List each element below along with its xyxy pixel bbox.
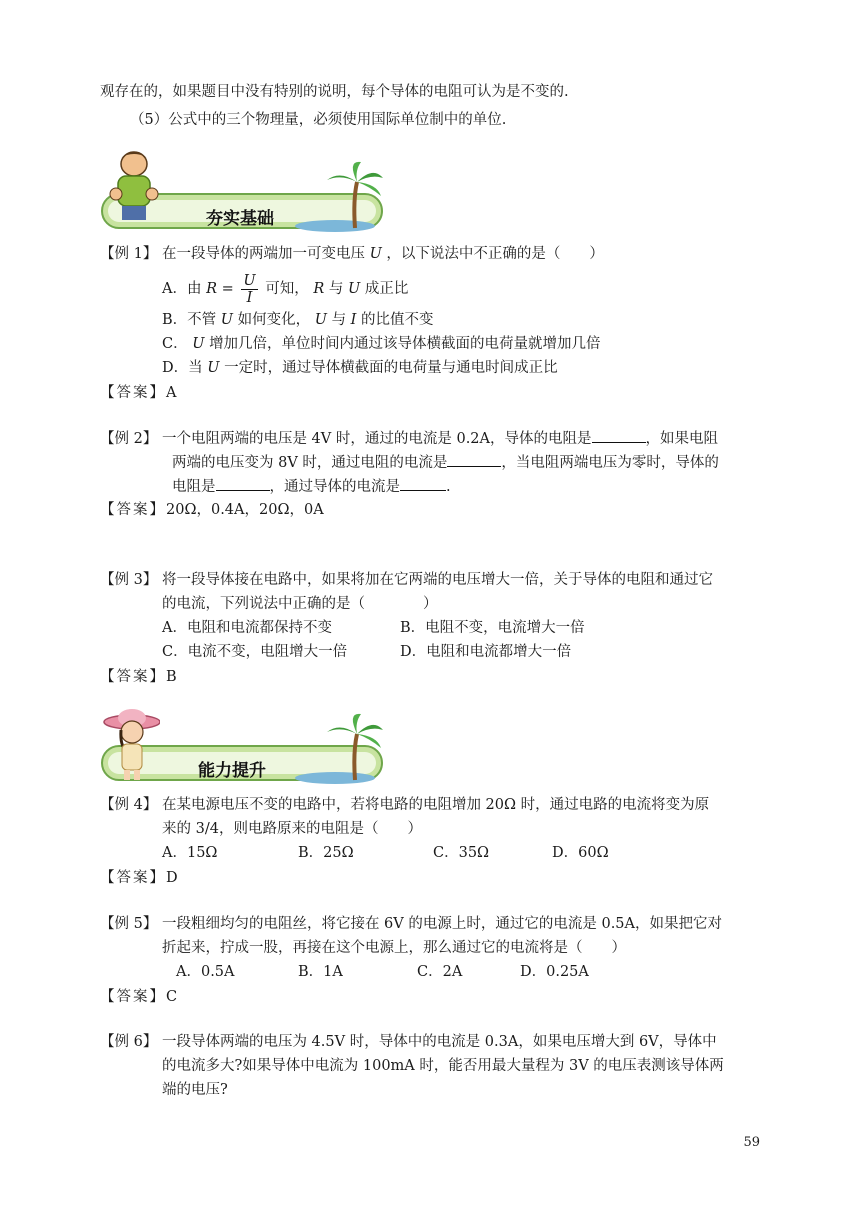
ex5-option-c: C．2A <box>417 964 463 980</box>
ex3-answer <box>100 667 177 687</box>
section-banner-basic <box>100 150 390 229</box>
ex1-frac-num: U <box>243 272 256 289</box>
ex4-line-2: 来的 3/4，则电路原来的电阻是（ ） <box>162 821 422 837</box>
ex3-line-2: 的电流，下列说法中正确的是（ ） <box>162 596 438 612</box>
ex3-option-a: A．电阻和电流都保持不变 <box>162 620 332 636</box>
ex4-answer <box>100 868 178 888</box>
ex3-answer-value: B <box>166 669 177 685</box>
ex2-line3-a: 电阻是 <box>172 479 216 495</box>
ex1-optB-and: 与 <box>331 312 347 328</box>
ex4-answer-value: D <box>166 870 178 886</box>
ex3-option-b: B．电阻不变，电流增大一倍 <box>400 620 585 636</box>
palm-tree-icon <box>325 160 385 230</box>
ex1-optB-mid: 如何变化， <box>237 312 311 328</box>
ex1-optD-text: 一定时，通过导体横截面的电荷量与通电时间成正比 <box>224 360 558 376</box>
ex1-tag: 【例 1】 <box>100 246 158 262</box>
ex2-answer <box>100 500 324 520</box>
ex1-answer <box>100 383 176 403</box>
ex1-optA-r: R <box>206 281 218 297</box>
ex2-blank-1 <box>592 428 646 443</box>
section-title-advanced: 能力提升 <box>198 761 266 781</box>
ex1-optA-end: 成正比 <box>364 281 409 297</box>
ex1-stem-a: 在一段导体的两端加一可变电压 <box>161 246 365 262</box>
ex1-option-a <box>162 272 408 306</box>
ex1-answer-tag: 【答案】 <box>100 385 166 401</box>
ex1-optA-prefix: A．由 <box>162 281 202 297</box>
ex2-answer-value: 20Ω，0.4A，20Ω，0A <box>166 502 324 518</box>
ex1-optB-u: U <box>220 312 233 328</box>
ex1-optA-r2: R <box>313 281 325 297</box>
ex2-line3-b: ，通过导体的电流是 <box>269 479 400 495</box>
ex4-tag: 【例 4】 <box>100 797 158 813</box>
ex2-blank-2 <box>447 452 501 467</box>
ex2-line2-a: 两端的电压变为 8V 时，通过电阻的电流是 <box>172 455 448 471</box>
ex6-tag: 【例 6】 <box>100 1034 158 1050</box>
section-banner-advanced <box>100 706 390 781</box>
page-number: 59 <box>743 1135 760 1150</box>
ex4-line-1 <box>100 795 709 815</box>
ex1-answer-value: A <box>166 385 177 401</box>
ex6-line-2: 的电流多大?如果导体中电流为 100mA 时，能否用最大量程为 3V 的电压表测该导体两 <box>162 1058 724 1074</box>
ex1-option-b <box>162 310 434 330</box>
ex1-fraction <box>241 273 257 306</box>
palm-tree-icon-2 <box>325 712 385 782</box>
cartoon-man-icon <box>104 150 164 230</box>
ex2-line1-a: 一个电阻两端的电压是 4V 时，通过的电流是 0.2A，导体的电阻是 <box>161 431 592 447</box>
ex1-optB-u2: U <box>314 312 327 328</box>
ex4-option-a: A．15Ω <box>162 845 218 861</box>
ex4-answer-tag: 【答案】 <box>100 870 166 886</box>
intro-line-1: 观存在的，如果题目中没有特别的说明，每个导体的电阻可认为是不变的. <box>100 84 569 100</box>
ex6-line-3: 端的电压? <box>162 1082 228 1098</box>
ex1-optC-text: 增加几倍，单位时间内通过该导体横截面的电荷量就增加几倍 <box>209 336 601 352</box>
ex2-line2-b: ，当电阻两端电压为零时，导体的 <box>501 455 719 471</box>
ex3-answer-tag: 【答案】 <box>100 669 166 685</box>
ex2-answer-tag: 【答案】 <box>100 502 166 518</box>
ex4-option-b: B．25Ω <box>298 845 354 861</box>
ex2-tag: 【例 2】 <box>100 431 158 447</box>
section-title-basic: 夯实基础 <box>206 209 274 229</box>
ex5-option-a: A．0.5A <box>176 964 235 980</box>
ex5-line1-text: 一段粗细均匀的电阻丝，将它接在 6V 的电源上时，通过它的电流是 0.5A，如果把它对 <box>161 916 723 932</box>
ex1-optA-and: 与 <box>328 281 344 297</box>
ex1-optD-prefix: D．当 <box>162 360 203 376</box>
ex1-option-d <box>162 358 558 378</box>
ex1-option-c <box>162 334 601 354</box>
ex2-line3-c: . <box>446 479 451 495</box>
ex5-option-b: B．1A <box>298 964 343 980</box>
ex5-answer <box>100 987 177 1007</box>
ex1-optB-prefix: B．不管 <box>162 312 217 328</box>
intro-line-2: （5）公式中的三个物理量，必须使用国际单位制中的单位. <box>130 112 507 128</box>
ex2-line-1 <box>100 428 718 449</box>
ex2-line1-b: ，如果电阻 <box>645 431 719 447</box>
ex3-option-c: C．电流不变，电阻增大一倍 <box>162 644 348 660</box>
ex1-var-u: U <box>369 246 382 262</box>
ex4-line1-text: 在某电源电压不变的电路中，若将电路的电阻增加 20Ω 时，通过电路的电流将变为原 <box>161 797 710 813</box>
ex4-option-c: C．35Ω <box>433 845 490 861</box>
ex5-line-2: 折起来，拧成一股，再接在这个电源上，那么通过它的电流将是（ ） <box>162 940 626 956</box>
ex6-line1-text: 一段导体两端的电压为 4.5V 时，导体中的电流是 0.3A，如果电压增大到 6V，导体中 <box>161 1034 717 1050</box>
ex1-optA-u: U <box>347 281 361 297</box>
ex1-optC-prefix: C． <box>162 336 188 352</box>
ex1-frac-den: I <box>246 289 253 306</box>
ex1-optA-eq: = <box>221 281 234 297</box>
ex5-answer-value: C <box>166 989 178 1005</box>
ex5-tag: 【例 5】 <box>100 916 158 932</box>
ex6-line-1 <box>100 1032 717 1052</box>
ex2-line-2 <box>172 452 719 473</box>
ex3-tag: 【例 3】 <box>100 572 158 588</box>
ex1-stem <box>100 244 604 264</box>
ex4-option-d: D．60Ω <box>552 845 609 861</box>
ex1-stem-b: ，以下说法中不正确的是（ ） <box>386 246 604 262</box>
ex2-blank-4 <box>400 476 446 491</box>
ex1-optC-u: U <box>192 336 205 352</box>
ex1-optA-mid: 可知， <box>265 281 309 297</box>
ex3-line1-text: 将一段导体接在电路中，如果将加在它两端的电压增大一倍，关于导体的电阻和通过它 <box>161 572 713 588</box>
ex3-line-1 <box>100 570 713 590</box>
ex1-optB-i: I <box>350 312 357 328</box>
ex5-line-1 <box>100 914 722 934</box>
cartoon-girl-icon <box>100 706 160 786</box>
ex2-line-3 <box>172 476 451 497</box>
ex5-answer-tag: 【答案】 <box>100 989 166 1005</box>
ex1-optB-end: 的比值不变 <box>361 312 434 328</box>
ex1-optD-u: U <box>207 360 220 376</box>
ex5-option-d: D．0.25A <box>520 964 589 980</box>
ex3-option-d: D．电阻和电流都增大一倍 <box>400 644 572 660</box>
ex2-blank-3 <box>216 476 270 491</box>
